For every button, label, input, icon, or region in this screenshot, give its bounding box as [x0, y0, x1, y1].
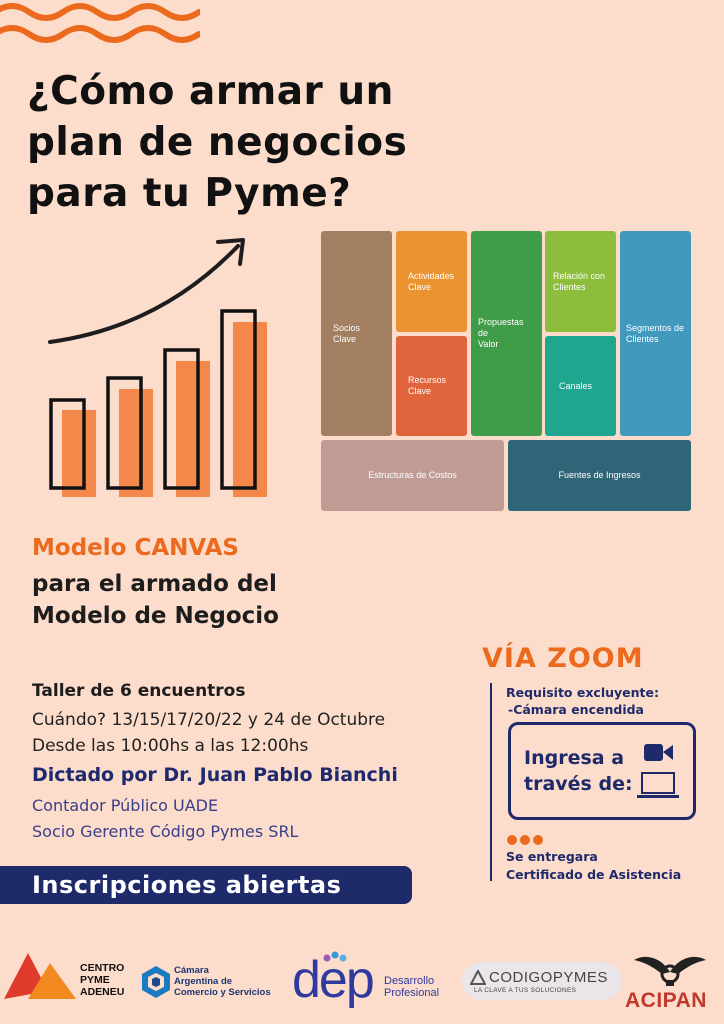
- centro-pyme-logo-mark: [4, 951, 78, 1001]
- title-line-2: plan de negocios: [27, 120, 408, 165]
- dots-decoration: [507, 830, 546, 849]
- growth-chart-illustration: [40, 232, 280, 504]
- dep-logo-text: dep: [292, 951, 373, 1009]
- video-camera-icon: [644, 743, 674, 763]
- dates-line: Cuándo? 13/15/17/20/22 y 24 de Octubre: [32, 710, 386, 730]
- acipan-logo-text: ACIPAN: [625, 989, 707, 1012]
- canvas-estructuras-costos: Estructuras de Costos: [321, 440, 504, 511]
- instructor-credential-2: Socio Gerente Código Pymes SRL: [32, 822, 299, 841]
- canvas-socios-clave: Socios Clave: [321, 231, 392, 436]
- zoom-requirement: Requisito excluyente: -Cámara encendida: [506, 685, 659, 717]
- codigo-pymes-logo-text: CODIGOPYMES: [489, 969, 608, 986]
- instructor-line: Dictado por Dr. Juan Pablo Bianchi: [32, 764, 398, 786]
- centro-pyme-logo-text: CENTRO PYME ADENEU: [80, 962, 125, 998]
- codigo-pymes-triangle-icon: [470, 970, 486, 986]
- canvas-segmentos-clientes: Segmentos de Clientes: [620, 231, 691, 436]
- canvas-propuestas-valor: Propuestas de Valor: [471, 231, 542, 436]
- zoom-divider-line: [490, 683, 492, 881]
- acipan-emblem-icon: [632, 952, 708, 988]
- canvas-actividades-clave: Actividades Clave: [396, 231, 467, 332]
- title-line-1: ¿Cómo armar un: [27, 69, 394, 114]
- desarrollo-profesional-text: Desarrollo Profesional: [384, 975, 440, 999]
- title-line-3: para tu Pyme?: [27, 171, 352, 216]
- codigo-pymes-tagline: LA CLAVE A TUS SOLUCIONES: [474, 987, 577, 994]
- canvas-canales: Canales: [545, 336, 616, 436]
- modelo-canvas-subtitle: para el armado del Modelo de Negocio: [32, 571, 279, 629]
- instructor-credential-1: Contador Público UADE: [32, 796, 219, 815]
- camara-argentina-logo-text: Cámara Argentina de Comercio y Servicios: [174, 965, 271, 998]
- schedule-line: Desde las 10:00hs a las 12:00hs: [32, 736, 309, 756]
- laptop-icon: [636, 772, 680, 800]
- via-zoom-title: VÍA ZOOM: [482, 643, 644, 674]
- taller-heading: Taller de 6 encuentros: [32, 681, 246, 701]
- inscripciones-banner: Inscripciones abiertas: [0, 866, 412, 904]
- page-title: [27, 66, 467, 219]
- certificate-note: Se entregara Certificado de Asistencia: [506, 849, 682, 882]
- ingresa-text: Ingresa a través de:: [524, 747, 633, 795]
- canvas-recursos-clave: Recursos Clave: [396, 336, 467, 436]
- canvas-relacion-clientes: Relación con Clientes: [545, 231, 616, 332]
- wave-decoration: [0, 0, 200, 50]
- modelo-canvas-title: Modelo CANVAS: [32, 535, 239, 561]
- camara-argentina-logo-mark: [140, 964, 172, 1000]
- ingresa-box: [508, 722, 696, 820]
- canvas-fuentes-ingresos: Fuentes de Ingresos: [508, 440, 691, 511]
